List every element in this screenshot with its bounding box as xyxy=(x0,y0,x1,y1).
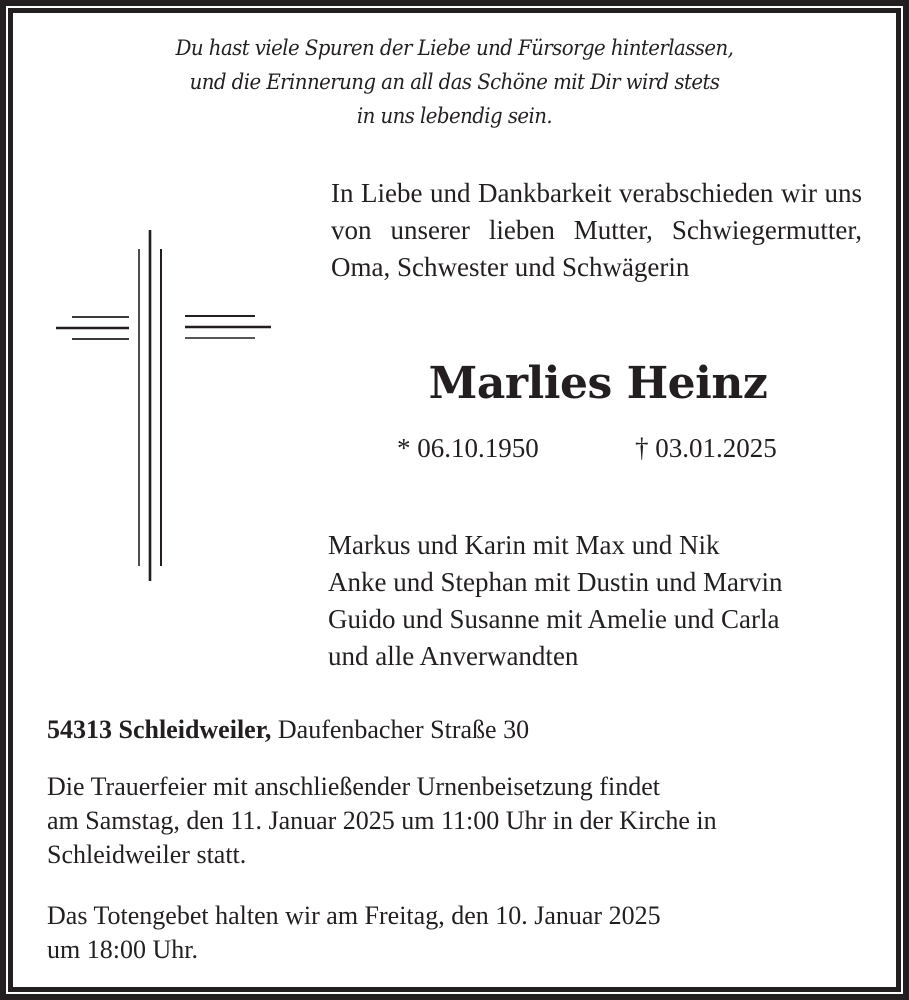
funeral-line: Schleidweiler statt. xyxy=(47,840,247,869)
mourner-line: Guido und Susanne mit Amelie und Carla xyxy=(328,604,780,634)
mourner-line: Anke und Stephan mit Dustin und Marvin xyxy=(328,567,783,597)
deceased-name: Marlies Heinz xyxy=(428,358,768,409)
prayer-line: Das Totengebet halten wir am Freitag, den 10. Januar 2025 xyxy=(47,901,661,930)
funeral-line: Die Trauerfeier mit anschließender Urnenbeisetzung findet xyxy=(47,772,660,801)
funeral-line: am Samstag, den 11. Januar 2025 um 11:00 Uhr in der Kirche in xyxy=(47,806,717,835)
address-place: 54313 Schleidweiler, xyxy=(47,715,272,744)
motto-line: Du hast viele Spuren der Liebe und Fürsorge hinterlassen, xyxy=(175,36,734,60)
funeral-info xyxy=(47,770,867,872)
birth-date: * 06.10.1950 xyxy=(397,433,539,463)
death-date: † 03.01.2025 xyxy=(635,433,777,463)
mourner-line: Markus und Karin mit Max und Nik xyxy=(328,530,720,560)
address xyxy=(47,713,529,747)
mourners-list xyxy=(328,527,782,675)
obituary-notice xyxy=(13,13,896,987)
cross-icon xyxy=(43,228,273,588)
prayer-info xyxy=(47,899,867,967)
intro-text: In Liebe und Dankbarkeit verabschieden wir uns von unserer lieben Mutter, Schwiegermutter, Oma, Schwester und Schwägerin xyxy=(331,178,862,282)
motto-verse xyxy=(39,31,869,133)
prayer-line: um 18:00 Uhr. xyxy=(47,935,198,964)
motto-line: in uns lebendig sein. xyxy=(356,104,553,128)
address-street: Daufenbacher Straße 30 xyxy=(271,715,530,744)
motto-line: und die Erinnerung an all das Schöne mit Dir wird stets xyxy=(189,70,720,94)
mourner-line: und alle Anverwandten xyxy=(328,641,579,671)
